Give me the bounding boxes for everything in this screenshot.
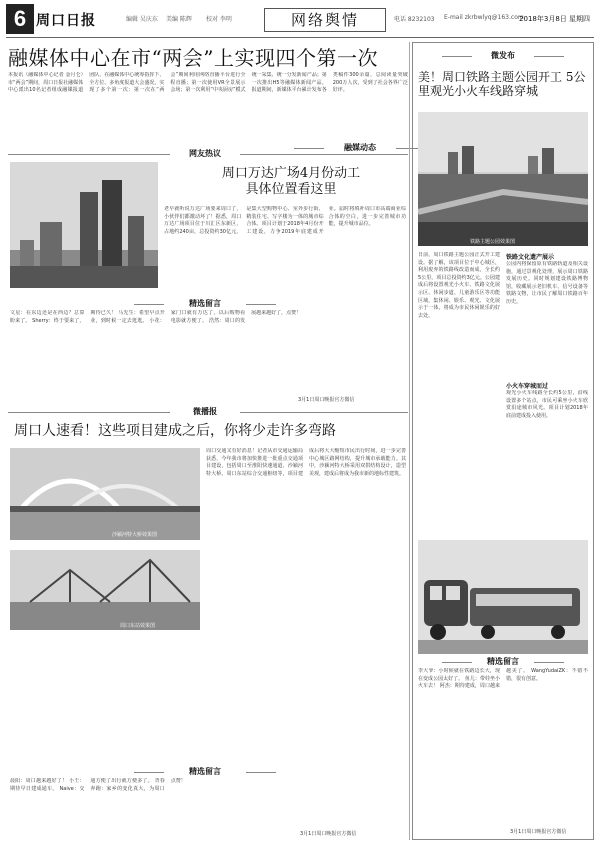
park-photo — [418, 112, 588, 246]
lead-body: 本报讯（融媒体中心记者 金月仑）市“两会”期间，周口日报社融媒体中心派出10名记者组成融媒报道团队，在融媒体中心统筹指挥下，全方位、多角度报道大会盛况，实现了多个第一次：第一次在“两会”期间利用网络直播平台进行全程直播；第一次使用VR全景展示会场；第一次利用“中央厨房”模式统一采集、统一分发新闻产品；第一次推出H5等融媒体新闻产品。报道期间，新媒体平台累计发布各类稿件300余篇，总阅读量突破200万人次，受到了社会各界广泛好评。 — [8, 72, 408, 94]
express-footer: 3月1日周口晚报官方微信 — [300, 831, 357, 837]
right-comments: 李大爷：小时候就在铁路边长大，现在变成公园太好了。 鱼儿：带娃坐小火车去！ 阿杰：期待建成，周口越来越美了。 WangYudaiZK：不错不错，很有创意。 — [418, 668, 588, 690]
bridge-image — [10, 448, 200, 540]
wanda-photo — [10, 162, 158, 288]
paper-name: 周口日报 — [36, 13, 96, 29]
bridge-photo — [10, 448, 200, 540]
express-body: 周口交通又有好消息！记者从市交通运输局获悉，今年我市将加快推进一批重点交通项目建设，包括周口至淮阳快速通道、沙颍河特大桥、周口东站综合交通枢纽等，项目建成后将大大缩短市民出行时间，进一步完善中心城区路网结构，提升城市承载能力。其中，沙颍河特大桥采用双拱结构设计，造型美观，建成后将成为我市新的地标性建筑。 — [206, 448, 406, 477]
proof-credit: 校对 李明 — [206, 16, 232, 23]
right-body-1: 日前，周口铁路主题公园正式开工建设。据了解，该项目位于中心城区，利用废弃的铁路线改造而成，全长约5公里，项目总投资约3亿元。公园建成后将设置观光小火车、铁路文化展示区、休闲步道、儿童游乐区等功能区域，集休闲、娱乐、观光、文化展示于一体，将成为市民休闲娱乐的好去处。 — [418, 252, 500, 319]
hot-comments: 文星：在东边还是在西边？总算盼来了。 Sherry：终于要来了，期待已久！ 马先生：希望早点开业，到时候一定去逛逛。 小花：家门口就有万达了，以后购物看电影就方便了。 浩然：周口的发展越来越好了，点赞！ — [10, 310, 302, 324]
hot-body: 老早就听说万达广场要来周口了，小伙伴们都激动坏了！据悉，周口万达广场项目位于川汇区东新区，占地约240亩，总投资约30亿元，是集大型购物中心、室外步行街、精装住宅、写字楼为一体的城市综合体。项目计划于2018年4月份开工建设，力争2019年底建成开业。届时将填补周口市高端商业综合体的空白，进一步完善城市功能，提升城市品位。 — [164, 206, 406, 235]
wanda-building-image — [10, 162, 158, 288]
hot-footer: 3月1日周口晚报官方微信 — [298, 397, 355, 403]
page-header — [6, 4, 594, 38]
right-col-2 — [506, 252, 588, 530]
station-photo — [10, 550, 200, 630]
lead-caption: 融媒动态 — [330, 142, 390, 153]
lead-headline: 融媒体中心在市“两会”上实现四个第一次 — [8, 46, 378, 70]
hot-comments-tag: 精选留言 — [170, 298, 240, 309]
right-comments-tag: 精选留言 — [478, 656, 528, 667]
right-tag: 微发布 — [478, 50, 528, 61]
bridge-caption: 沙颍河特大桥效果图 — [112, 532, 158, 538]
right-subhead-2: 小火车穿城而过 — [506, 383, 549, 390]
express-tag: 微播报 — [170, 406, 240, 417]
right-subhead-1: 铁路文化遗产展示 — [506, 254, 555, 261]
park-image — [418, 112, 588, 246]
train-image — [418, 540, 588, 654]
train-photo — [418, 540, 588, 654]
designer-credit: 美编 陈辉 — [166, 16, 192, 23]
editor-credit: 编辑 吴庆东 — [126, 16, 158, 23]
station-image — [10, 550, 200, 630]
issue-date: 2018年3月8日 星期四 — [519, 15, 590, 23]
express-comments: 晨阳：周口越来越好了！ 小王：期待早日建成通车。 Naive：交通方便了出行就方便多了。 青春奔跑：家乡的变化真大，为周口点赞！ — [10, 778, 186, 792]
right-body-3: 观光小火车线路全长约5公里，沿线设置多个站点，市民可乘坐小火车欣赏沿途城市风光。项目计划2018年底前建成投入使用。 — [506, 390, 588, 419]
email: E-mail zkrbwlyq@163.com — [444, 14, 524, 21]
hot-title-1: 周口万达广场4月份动工 — [221, 166, 361, 181]
right-body-2: 公园内将保留原有铁路轨道及相关设施，通过景观化处理，展示周口铁路发展历史。同时规划建设铁路博物馆，收藏展示老旧机车、信号设备等铁路文物，让市民了解周口铁路百年历史。 — [506, 261, 588, 305]
phone: 电话 8232103 — [394, 16, 435, 23]
express-title: 周口人速看！这些项目建成之后，你将少走许多弯路 — [14, 423, 336, 439]
park-caption: 铁路主题公园效果图 — [470, 239, 516, 245]
hot-tag: 网友热议 — [170, 148, 240, 159]
right-title: 美！周口铁路主题公园开工 5公里观光小火车线路穿城 — [418, 70, 586, 98]
column-divider — [409, 42, 410, 840]
section-title: 网络舆情 — [264, 8, 386, 32]
station-caption: 周口东站效果图 — [120, 623, 156, 629]
hot-title-2: 具体位置看这里 — [245, 182, 337, 197]
right-footer: 3月1日周口晚报官方微信 — [510, 829, 567, 835]
express-comments-tag: 精选留言 — [170, 766, 240, 777]
page-number: 6 — [6, 4, 34, 34]
express-body-cont — [10, 636, 200, 762]
